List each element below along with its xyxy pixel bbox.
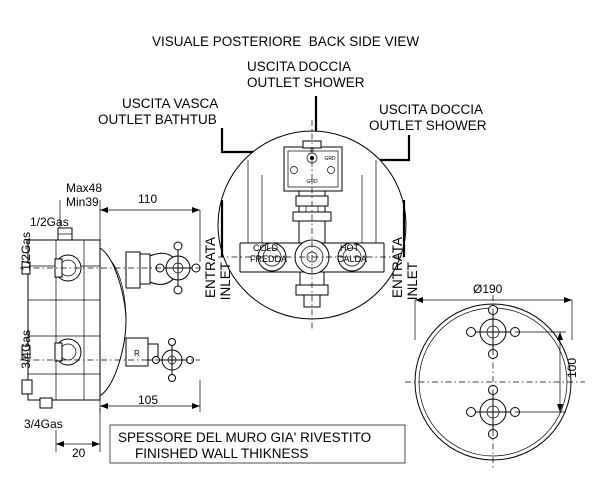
side-view-assembly [20,228,200,408]
dimension-height-100: 100 [565,358,579,379]
label-calda: CALDA [337,254,368,264]
label-outlet-shower-right-en: OUTLET SHOWER [369,118,487,133]
label-cold: COLD [253,243,279,253]
label-outlet-shower-top-it: USCITA DOCCIA [247,59,352,74]
label-outlet-bathtub-it: USCITA VASCA [122,96,219,111]
svg-text:GRD: GRD [306,179,318,185]
dimension-max48: Max48 [66,181,103,195]
svg-text:GRD: GRD [324,156,336,162]
page-title: VISUALE POSTERIORE BACK SIDE VIEW [152,34,420,49]
label-inlet-right-it: ENTRATA [390,237,405,299]
label-outlet-bathtub-en: OUTLET BATHTUB [98,112,217,127]
label-outlet-shower-top-en: OUTLET SHOWER [247,75,365,90]
label-wall-thickness-it: SPESSORE DEL MURO GIA' RIVESTITO [118,430,372,445]
dimension-min39: Min39 [66,195,99,209]
dimension-diameter-190: Ø190 [473,282,503,296]
dimension-110: 110 [138,192,158,206]
label-wall-thickness-en: FINISHED WALL THIKNESS [135,446,309,461]
label-inlet-left-it: ENTRATA [203,237,218,299]
label-fredda: FREDDA [250,254,288,264]
label-three-quarter-gas-bottom: 3/4Gas [24,417,63,431]
label-inlet-right-en: INLET [405,262,420,301]
label-outlet-shower-right-it: USCITA DOCCIA [379,102,484,117]
dimension-20: 20 [72,446,86,460]
label-inlet-left-en: INLET [218,262,233,301]
front-view-assembly [405,295,585,470]
label-hot: HOT [340,243,359,253]
svg-text:D: D [310,148,314,154]
label-half-gas-top: 1/2Gas [30,215,69,229]
label-three-quarter-gas-left: 3/4Gas [19,330,33,369]
svg-text:R: R [134,349,140,358]
label-half-gas-left: 1/2Gas [19,232,33,271]
dimension-105: 105 [138,393,159,407]
